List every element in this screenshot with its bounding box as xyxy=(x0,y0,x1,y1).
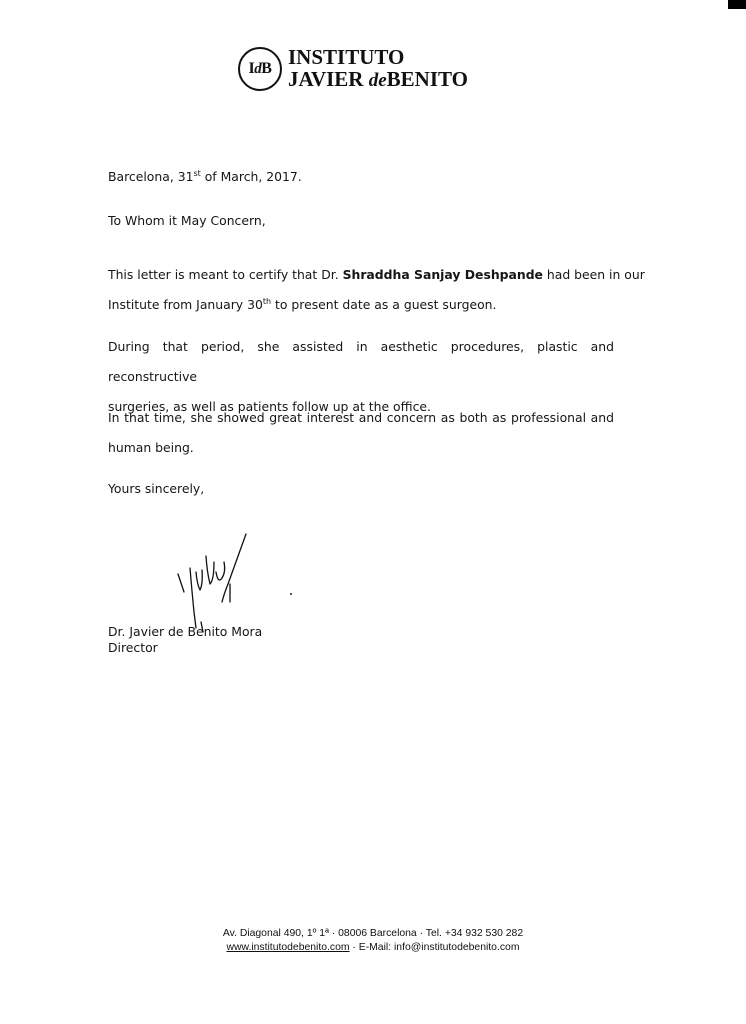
p1-line1 xyxy=(108,260,645,290)
organization-name xyxy=(288,46,468,92)
closing: Yours sincerely, xyxy=(108,481,205,496)
logo-letter-d: d xyxy=(254,60,262,77)
p1-text-b: had been in our xyxy=(542,267,645,282)
date-suffix: of March, 2017. xyxy=(200,169,302,184)
logo-letter-i: I xyxy=(248,60,255,77)
org-name-de: de xyxy=(368,70,387,91)
logo-letter-b: B xyxy=(261,60,272,77)
p1-line2 xyxy=(108,290,614,320)
website-link[interactable]: www.institutodebenito.com xyxy=(226,942,350,953)
p2-line2: surgeries, as well as patients follow up at the office. xyxy=(108,399,431,414)
org-name-line2 xyxy=(288,68,468,92)
p3-line2: human being. xyxy=(108,440,194,455)
footer-separator: · xyxy=(349,942,359,953)
p3-line1: In that time, she showed great interest and concern as both as professional and xyxy=(108,410,614,425)
footer-address: Av. Diagonal 490, 1º 1ª · 08006 Barcelona · Tel. +34 932 530 282 xyxy=(222,928,524,939)
date-ordinal: st xyxy=(193,168,201,178)
scan-speck xyxy=(290,593,292,595)
p1-ordinal: th xyxy=(262,296,272,306)
org-name-javier: JAVIER xyxy=(288,67,364,91)
salutation: To Whom it May Concern, xyxy=(108,213,266,228)
email-contact[interactable]: E-Mail: info@institutodebenito.com xyxy=(358,942,520,953)
letterhead xyxy=(238,46,468,92)
letter-date xyxy=(108,169,302,184)
p1-text-d: to present date as a guest surgeon. xyxy=(271,297,497,312)
org-name-benito: BENITO xyxy=(386,67,468,91)
p2-line1: During that period, she assisted in aesthetic procedures, plastic and reconstructive xyxy=(108,339,614,384)
idb-logo-icon xyxy=(238,47,282,91)
scan-corner-mark xyxy=(728,0,746,9)
signer-title: Director xyxy=(108,640,158,655)
paragraph-certification xyxy=(108,260,645,320)
org-name-line1: INSTITUTO xyxy=(288,45,405,69)
p1-text-a: This letter is meant to certify that Dr. xyxy=(108,267,343,282)
guest-surgeon-name: Shraddha Sanjay Deshpande xyxy=(342,267,543,282)
footer-contact xyxy=(0,942,746,953)
p1-text-c: Institute from January 30 xyxy=(108,297,263,312)
date-prefix: Barcelona, 31 xyxy=(108,169,194,184)
signer-name: Dr. Javier de Benito Mora xyxy=(108,624,263,639)
paragraph-evaluation xyxy=(108,403,614,463)
